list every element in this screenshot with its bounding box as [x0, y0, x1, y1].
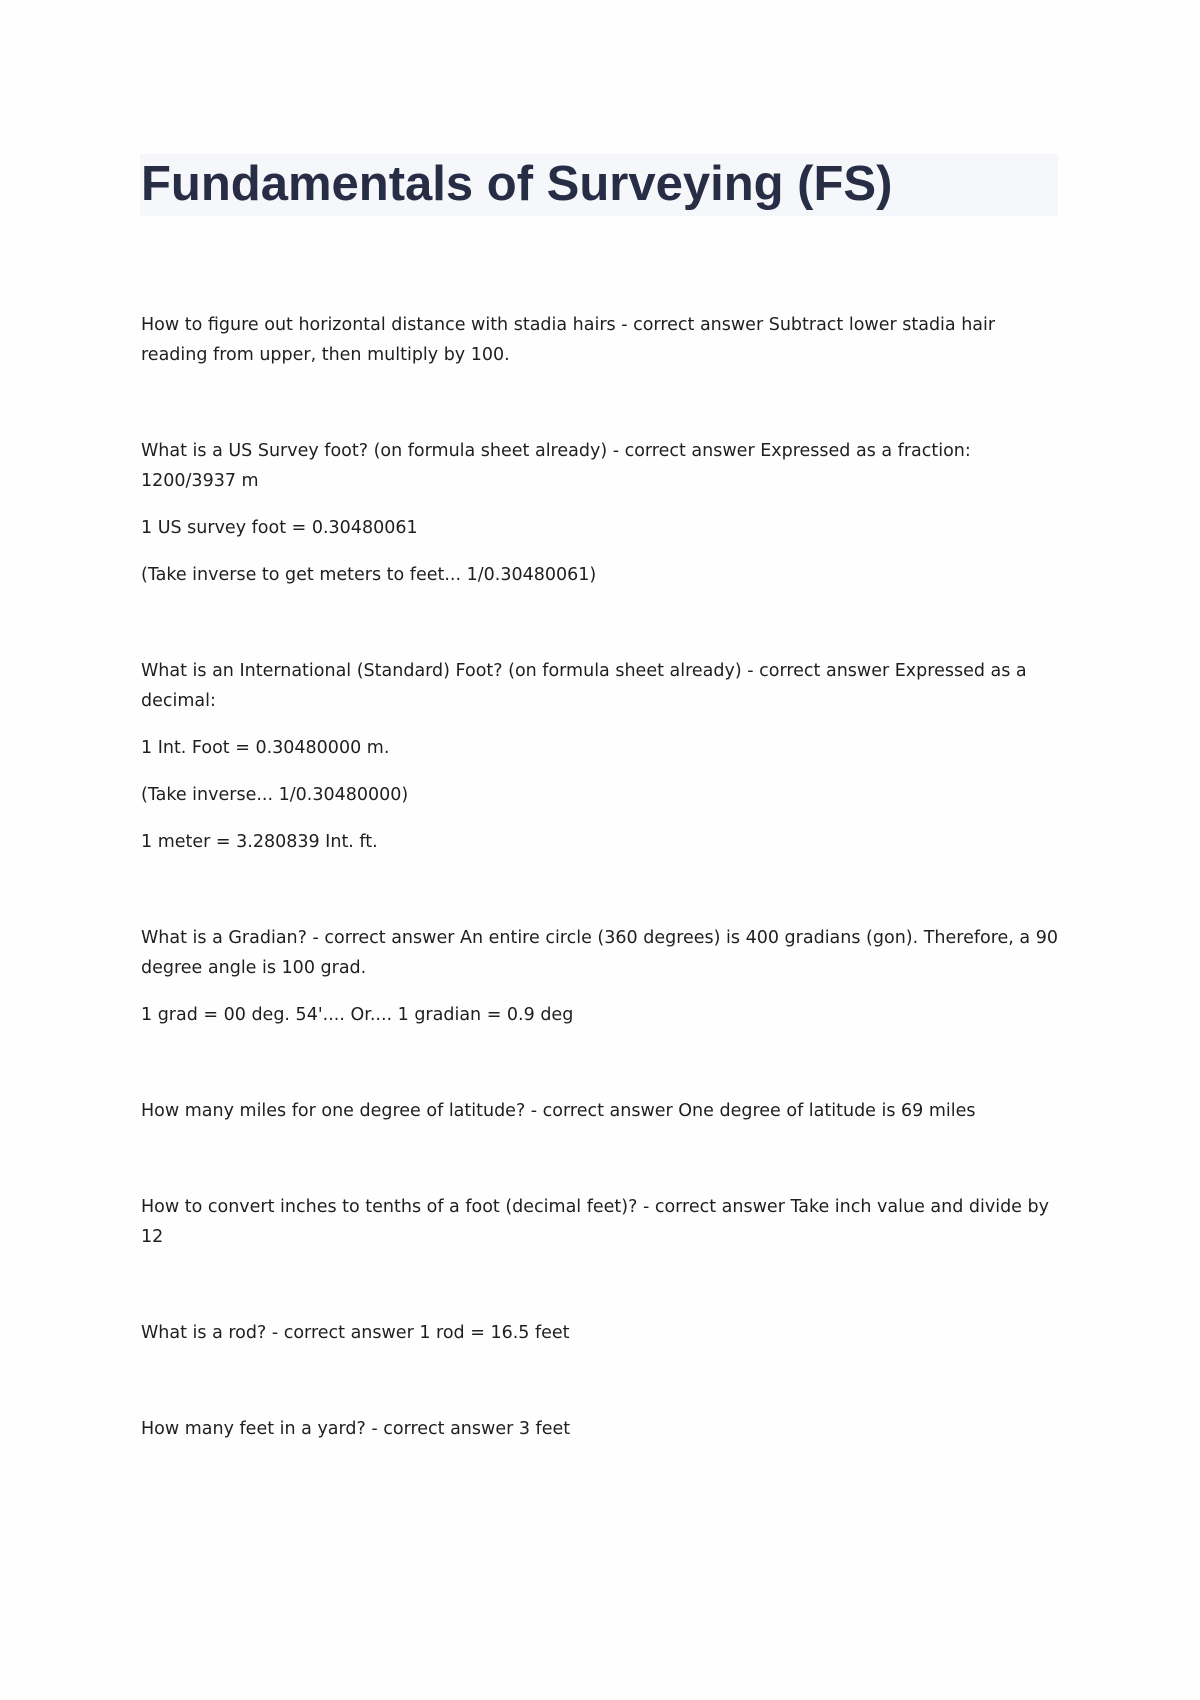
qa-entry-rod: [141, 1318, 1061, 1348]
qa-paragraph: How many miles for one degree of latitude? - correct answer One degree of latitude is 69 miles: [141, 1101, 976, 1121]
qa-paragraph: 1 US survey foot = 0.30480061: [141, 518, 418, 538]
qa-paragraph: What is a Gradian? - correct answer An entire circle (360 degrees) is 400 gradians (gon). Therefore, a 90 degree angle is 100 grad.: [141, 928, 1058, 978]
document-title: Fundamentals of Surveying (FS): [141, 157, 893, 211]
qa-paragraph: 1 meter = 3.280839 Int. ft.: [141, 832, 378, 852]
qa-paragraph: 1 grad = 00 deg. 54'.... Or.... 1 gradian = 0.9 deg: [141, 1005, 574, 1025]
qa-paragraph: (Take inverse... 1/0.30480000): [141, 785, 409, 805]
qa-paragraph: How to convert inches to tenths of a foot (decimal feet)? - correct answer Take inch value and divide by 12: [141, 1197, 1049, 1247]
qa-paragraph: What is an International (Standard) Foot? (on formula sheet already) - correct answer Expressed as a decimal:: [141, 661, 1027, 711]
qa-paragraph: How to figure out horizontal distance with stadia hairs - correct answer Subtract lower stadia hair reading from upper, then multiply by 100.: [141, 315, 996, 365]
qa-entry-us-survey-foot: [141, 436, 1061, 590]
qa-entry-stadia: [141, 310, 1061, 370]
qa-entry-international-foot: [141, 656, 1061, 857]
document-body: [141, 310, 1061, 1510]
qa-entry-decimal-feet: [141, 1192, 1061, 1252]
qa-paragraph: 1 Int. Foot = 0.30480000 m.: [141, 738, 390, 758]
qa-entry-latitude: [141, 1096, 1061, 1126]
qa-paragraph: (Take inverse to get meters to feet... 1/0.30480061): [141, 565, 597, 585]
qa-paragraph: What is a rod? - correct answer 1 rod = 16.5 feet: [141, 1323, 570, 1343]
qa-entry-gradian: [141, 923, 1061, 1030]
qa-paragraph: What is a US Survey foot? (on formula sheet already) - correct answer Expressed as a fraction: 1200/3937 m: [141, 441, 971, 491]
qa-paragraph: How many feet in a yard? - correct answer 3 feet: [141, 1419, 571, 1439]
qa-entry-yard: [141, 1414, 1061, 1444]
